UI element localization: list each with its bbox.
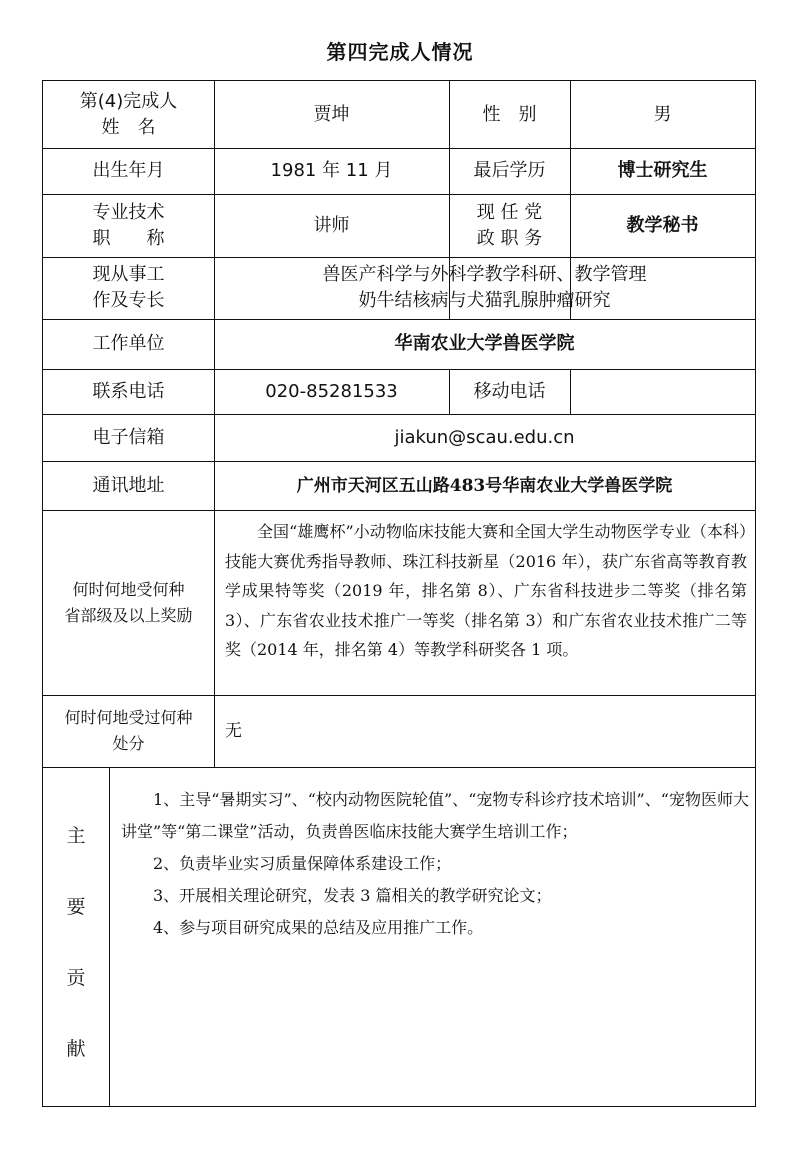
awards-text: 全国“雄鹰杯”小动物临床技能大赛和全国大学生动物医学专业（本科）技能大赛优秀指导教师、珠江科技新星（2016 年），获广东省高等教育教学成果特等奖（2019 年，排名第 8）、广东省科技进步二等奖（排名第 3）、广东省农业技术推广一等奖（排名第 3）和广东省农业技术推广二等奖（2014 年，排名第 4）等教学科研奖各 1 项。 <box>225 522 747 659</box>
info-form-table <box>42 80 756 1107</box>
name-label <box>43 81 214 148</box>
awards-label-line1: 何时何地受何种 <box>72 579 185 599</box>
title-label-line1: 专业技术 <box>92 201 165 223</box>
education-value: 博士研究生 <box>617 160 708 181</box>
work-value-line1: 兽医产科学与外科学教学科研、教学管理 <box>322 264 647 285</box>
name-value: 贾坤 <box>313 103 350 125</box>
awards-label <box>43 510 214 695</box>
name-label-line1: 第(4)完成人 <box>79 90 178 112</box>
punishment-value: 无 <box>225 721 242 741</box>
contributions-label-char-3: 贡 <box>66 967 86 989</box>
position-value: 教学秘书 <box>626 214 699 236</box>
unit-value: 华南农业大学兽医学院 <box>394 333 575 354</box>
contribution-item-2: 2、负责毕业实习质量保障体系建设工作； <box>153 854 452 873</box>
phone-value: 020-85281533 <box>265 380 398 402</box>
position-label-line1: 现 任 党 <box>476 201 543 223</box>
title-value: 讲师 <box>313 214 350 236</box>
phone-label: 联系电话 <box>92 380 165 402</box>
contributions-label <box>43 821 109 1061</box>
contributions-label-char-2: 要 <box>66 896 86 918</box>
contributions-label-char-1: 主 <box>66 825 86 847</box>
position-label <box>449 194 570 257</box>
education-label: 最后学历 <box>473 160 546 181</box>
title-label <box>43 194 214 257</box>
punishment-label-line2: 处分 <box>112 734 145 753</box>
contribution-item-4: 4、参与项目研究成果的总结及应用推广工作。 <box>153 918 484 937</box>
work-value <box>214 257 755 319</box>
awards-label-line2: 省部级及以上奖励 <box>64 605 193 625</box>
email-label: 电子信箱 <box>92 426 165 448</box>
contribution-item-1: 1、主导“暑期实习”、“校内动物医院轮值”、“宠物专科诊疗技术培训”、“宠物医师大讲堂”等“第二课堂”活动，负责兽医临床技能大赛学生培训工作； <box>121 790 749 841</box>
position-label-line2: 政 职 务 <box>476 227 543 249</box>
punishment-label <box>43 695 214 767</box>
mobile-value <box>570 369 755 414</box>
mobile-label: 移动电话 <box>473 380 546 402</box>
awards-text-block <box>225 517 747 665</box>
contributions-list <box>121 784 749 944</box>
address-label: 通讯地址 <box>92 474 165 496</box>
gender-label: 性 别 <box>482 103 537 125</box>
work-label-line2: 作及专长 <box>92 290 165 311</box>
title-label-line2: 职 称 <box>92 227 165 249</box>
name-label-line2: 姓 名 <box>101 116 156 138</box>
email-value: jiakun@scau.edu.cn <box>394 426 575 448</box>
work-value-line2: 奶牛结核病与犬猫乳腺肿瘤研究 <box>358 290 611 311</box>
page-title: 第四完成人情况 <box>326 40 474 64</box>
unit-label: 工作单位 <box>92 333 165 354</box>
birth-value: 1981 年 11 月 <box>270 160 393 181</box>
address-value: 广州市天河区五山路483号华南农业大学兽医学院 <box>296 475 673 496</box>
contribution-item-3: 3、开展相关理论研究，发表 3 篇相关的教学研究论文； <box>153 886 552 905</box>
punishment-label-line1: 何时何地受过何种 <box>64 708 193 727</box>
work-label-line1: 现从事工 <box>92 264 165 285</box>
work-label <box>43 257 214 319</box>
birth-label: 出生年月 <box>92 160 165 181</box>
contributions-label-char-4: 献 <box>66 1038 86 1060</box>
gender-value: 男 <box>653 103 672 125</box>
